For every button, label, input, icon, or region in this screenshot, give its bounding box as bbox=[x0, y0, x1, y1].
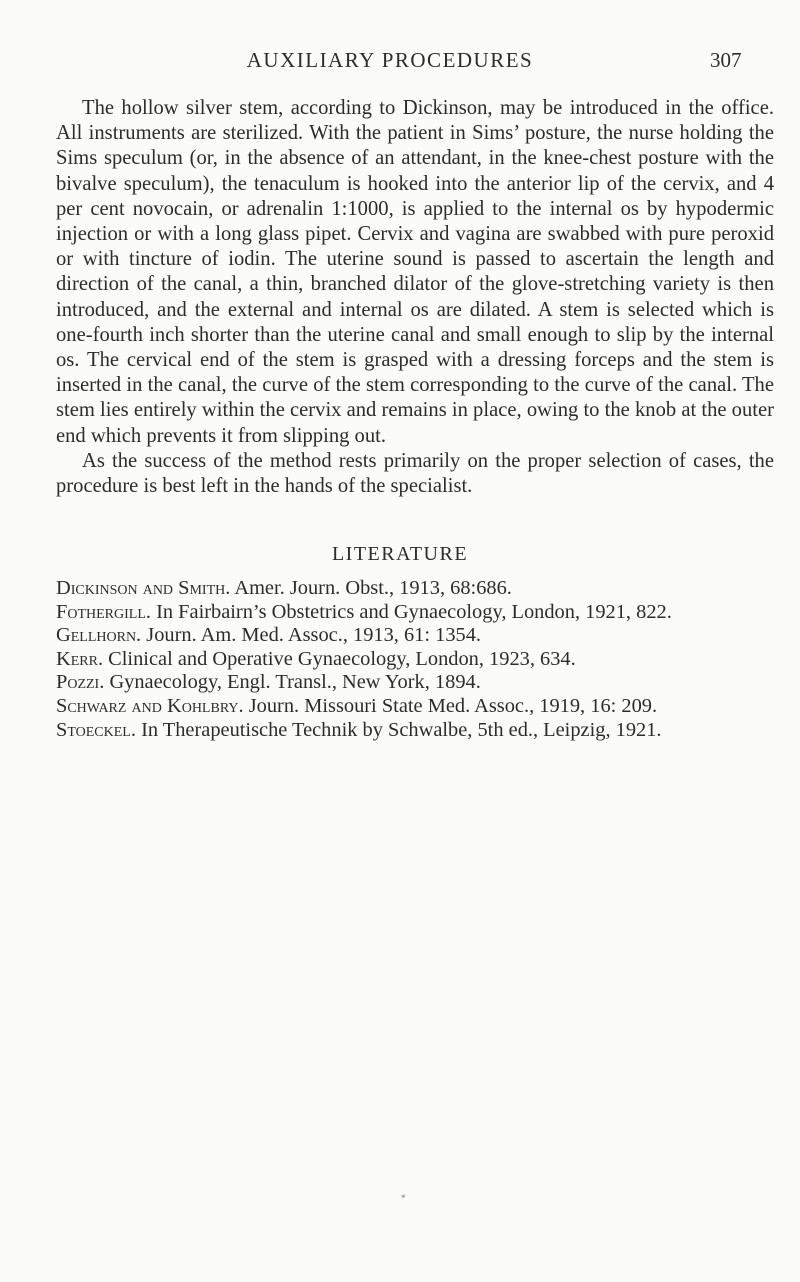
literature-heading: LITERATURE bbox=[331, 543, 469, 565]
reference-entry bbox=[56, 601, 786, 625]
body-text bbox=[56, 96, 774, 499]
reference-citation: In Fairbairn’s Obstetrics and Gynaecology, London, 1921, 822. bbox=[156, 600, 672, 623]
reference-citation: Amer. Journ. Obst., 1913, 68:686. bbox=[234, 577, 512, 599]
running-head: AUXILIARY PROCEDURES bbox=[246, 48, 534, 72]
reference-entry bbox=[56, 577, 786, 601]
reference-entry bbox=[56, 695, 786, 719]
reference-citation: Journ. Missouri State Med. Assoc., 1919, 16: 209. bbox=[248, 694, 658, 717]
reference-entry bbox=[56, 719, 786, 743]
reference-author: Schwarz and Kohlbry. bbox=[56, 694, 244, 717]
reference-entry bbox=[56, 671, 786, 695]
reference-citation: Clinical and Operative Gynaecology, London, 1923, 634. bbox=[108, 647, 576, 670]
page-number: 307 bbox=[710, 48, 742, 72]
reference-author: Dickinson and Smith. bbox=[56, 577, 231, 599]
reference-author: Fothergill. bbox=[56, 600, 151, 623]
reference-entry bbox=[56, 624, 786, 648]
reference-citation: In Therapeutische Technik by Schwalbe, 5th ed., Leipzig, 1921. bbox=[141, 718, 662, 741]
footer-mark: * bbox=[401, 1193, 406, 1203]
paragraph: As the success of the method rests primarily on the proper selection of cases, the procedure is best left in the hands of the specialist. bbox=[56, 449, 774, 498]
reference-author: Pozzi. bbox=[56, 671, 105, 694]
reference-author: Kerr. bbox=[56, 647, 104, 670]
reference-author: Gellhorn. bbox=[56, 624, 142, 647]
reference-entry bbox=[56, 648, 786, 672]
reference-author: Stoeckel. bbox=[56, 718, 136, 741]
reference-citation: Gynaecology, Engl. Transl., New York, 1894. bbox=[109, 671, 481, 694]
reference-list bbox=[56, 577, 786, 742]
reference-citation: Journ. Am. Med. Assoc., 1913, 61: 1354. bbox=[146, 624, 482, 647]
paragraph: The hollow silver stem, according to Dickinson, may be introduced in the office. All instruments are sterilized. With the patient in Sims’ posture, the nurse holding the Sims speculum (or, in the absence of an attendant, in the knee-chest posture with the bivalve speculum), the tenaculum is hooked into the anterior lip of the cervix, and 4 per cent novocain, or adrenalin 1:1000, is applied to the internal os by hypodermic injection or with a long glass pipet. Cervix and vagina are swabbed with pure peroxid or with tincture of iodin. The uterine sound is passed to ascertain the length and direction of the canal, a thin, branched dilator of the glove-stretching variety is then introduced, and the external and internal os are dilated. A stem is selected which is one-fourth inch shorter than the uterine canal and small enough to slip by the internal os. The cervical end of the stem is grasped with a dressing forceps and the stem is inserted in the canal, the curve of the stem corresponding to the curve of the canal. The stem lies entirely within the cervix and remains in place, owing to the knob at the outer end which prevents it from slipping out. bbox=[56, 97, 774, 447]
